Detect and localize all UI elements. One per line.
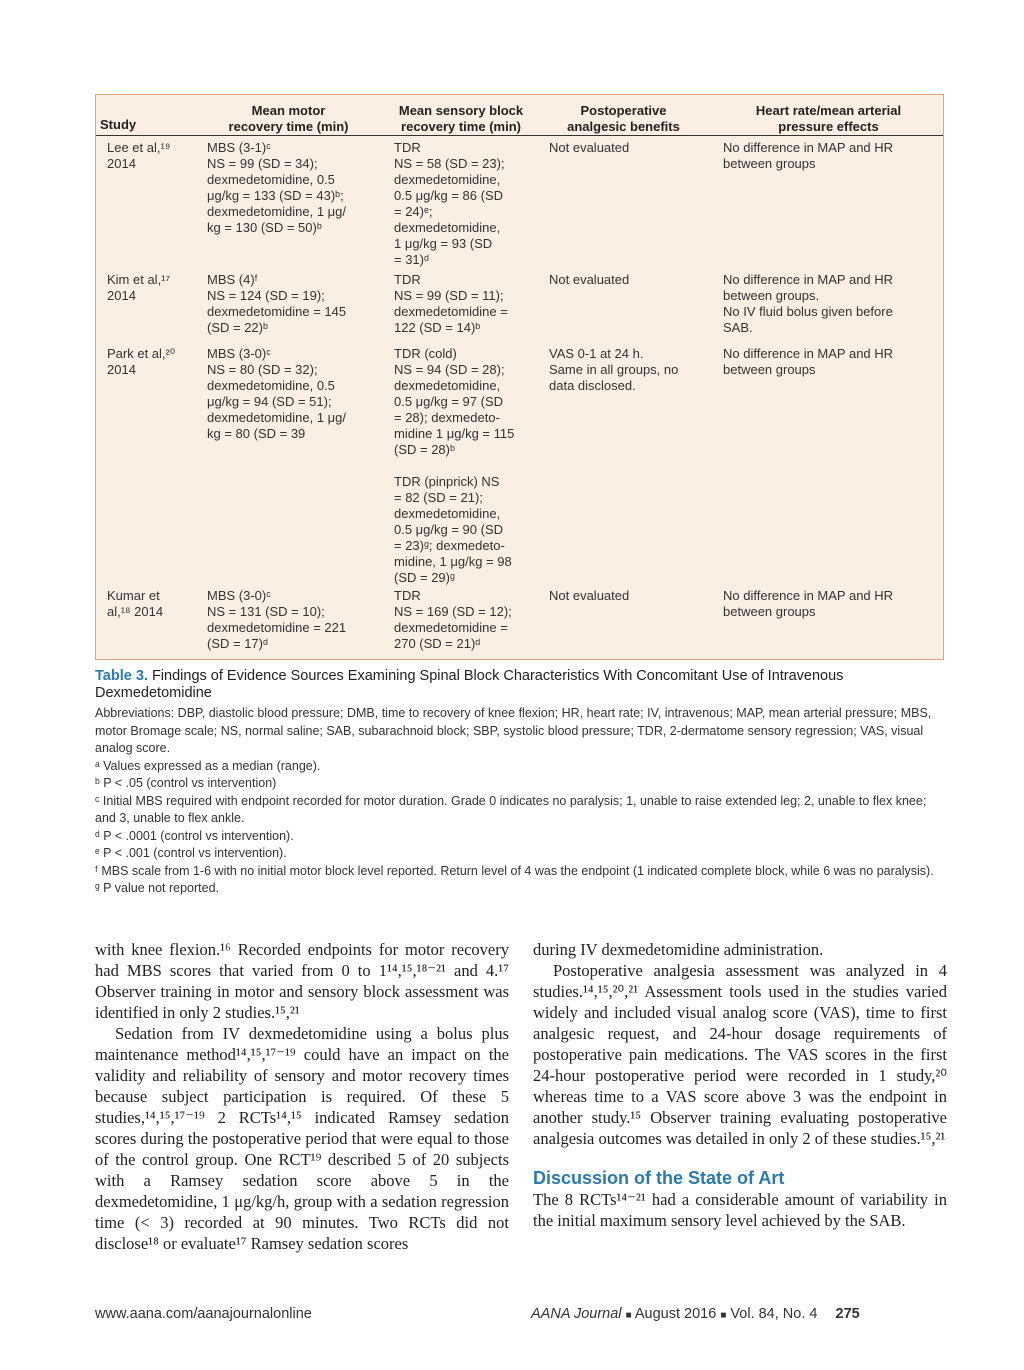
row1-motor: MBS (3-1)ᶜ NS = 99 (SD = 34); dexmedetomidine, 0.5 μg/kg = 133 (SD = 43)ᵇ; dexmedetomidine, 1 μg/ kg = 130 (SD = 50)ᵇ: [207, 140, 347, 235]
header-hr-line1: Heart rate/mean arterial: [755, 103, 902, 118]
footer-separator-1: ■: [625, 1310, 632, 1321]
header-sensory-line2: recovery time (min): [401, 119, 521, 134]
row4-motor: MBS (3-0)ᶜ NS = 131 (SD = 10); dexmedetomidine = 221 (SD = 17)ᵈ: [207, 588, 347, 651]
row2-hr: No difference in MAP and HR between groups. No IV fluid bolus given before SAB.: [723, 272, 894, 335]
row1-sensory: TDR NS = 58 (SD = 23); dexmedetomidine, 0.5 μg/kg = 86 (SD = 24)ᵉ; dexmedetomidine, 1 μg/kg = 93 (SD = 31)ᵈ: [394, 140, 505, 267]
row2-motor: MBS (4)ᶠ NS = 124 (SD = 19); dexmedetomidine = 145 (SD = 22)ᵇ: [207, 272, 347, 335]
right-paragraph-2: Postoperative analgesia assessment was analyzed in 4 studies.¹⁴,¹⁵,²⁰,²¹ Assessment tools used in the studies varied widely and included visual analog score (VAS), time to first analgesic request, and 24-hour dosage requirements of postoperative pain medications. The VAS scores in the first 24-hour postoperative period were recorded in 1 study,²⁰ whereas time to a VAS score above 3 was the endpoint in another study.¹⁵ Observer training evaluating postoperative analgesia outcomes was detailed in only 2 of these studies.¹⁵,²¹: [533, 961, 947, 1148]
header-postop-line1: Postoperative: [580, 103, 667, 118]
row3-postop: VAS 0-1 at 24 h. Same in all groups, no data disclosed.: [549, 346, 679, 393]
table-caption: [95, 668, 945, 702]
row3-sensory: TDR (cold) NS = 94 (SD = 28); dexmedetomidine, 0.5 μg/kg = 97 (SD = 28); dexmedeto- midine 1 μg/kg = 115 (SD = 28)ᵇ TDR (pinprick) NS = 82 (SD = 21); dexmedetomidine, 0.5 μg/kg = 90 (SD = 23)ᵍ; dexmedeto- midine, 1 μg/kg = 98 (SD = 29)ᵍ: [394, 346, 515, 585]
header-study: Study: [100, 117, 137, 132]
header-motor-line1: Mean motor: [251, 103, 326, 118]
table-caption-label: Table 3.: [95, 668, 148, 684]
header-hr-line2: pressure effects: [778, 119, 879, 134]
right-paragraph-1: during IV dexmedetomidine administration.: [533, 940, 824, 959]
footer-journal: AANA Journal: [531, 1306, 622, 1322]
row2-sensory: TDR NS = 99 (SD = 11); dexmedetomidine = 122 (SD = 14)ᵇ: [394, 272, 508, 335]
note-b: ᵇ P < .05 (control vs intervention): [95, 776, 277, 790]
note-abbreviations: Abbreviations: DBP, diastolic blood pressure; DMB, time to recovery of knee flexion; HR, heart rate; IV, intravenous; MAP, mean arterial pressure; MBS, motor Bromage scale; NS, normal saline; SAB, subarachnoid block; SBP, systolic blood pressure; TDR, 2-dermatome sensory regression; VAS, visual analog score.: [95, 706, 932, 755]
right-paragraph-3: The 8 RCTs¹⁴⁻²¹ had a considerable amount of variability in the initial maximum sensory level achieved by the SAB.: [533, 1190, 947, 1230]
header-postop-line2: analgesic benefits: [567, 119, 680, 134]
row2-study: Kim et al,¹⁷ 2014: [107, 272, 171, 303]
footer-volume: Vol. 84, No. 4: [730, 1306, 818, 1322]
page-number: 275: [835, 1306, 860, 1322]
note-d: ᵈ P < .0001 (control vs intervention).: [95, 828, 294, 843]
row4-sensory: TDR NS = 169 (SD = 12); dexmedetomidine = 270 (SD = 21)ᵈ: [394, 588, 512, 651]
row3-motor: MBS (3-0)ᶜ NS = 80 (SD = 32); dexmedetomidine, 0.5 μg/kg = 94 (SD = 51); dexmedetomidine, 1 μg/ kg = 80 (SD = 39: [207, 346, 347, 441]
row4-study: Kumar et al,¹⁸ 2014: [107, 588, 164, 619]
footer-citation: [531, 1306, 860, 1322]
note-f: ᶠ MBS scale from 1-6 with no initial motor block level reported. Return level of 4 was the endpoint (1 indicated complete block, while 6 was no paralysis).: [95, 863, 934, 878]
row3-study: Park et al,²⁰ 2014: [107, 346, 176, 377]
left-paragraph-1: with knee flexion.¹⁶ Recorded endpoints for motor recovery had MBS scores that varied from 0 to 1¹⁴,¹⁵,¹⁸⁻²¹ and 4.¹⁷ Observer training in motor and sensory block assessment was identified in only 2 studies.¹⁵,²¹: [95, 940, 509, 1022]
note-g: ᵍ P value not reported.: [95, 881, 220, 895]
note-e: ᵉ P < .001 (control vs intervention).: [95, 846, 287, 860]
note-a: ᵃ Values expressed as a median (range).: [95, 758, 321, 773]
right-column: [533, 939, 947, 1231]
footer-separator-2: ■: [720, 1310, 727, 1321]
footer-date: August 2016: [634, 1306, 717, 1322]
left-column: [95, 939, 509, 1254]
row1-study: Lee et al,¹⁹ 2014: [107, 140, 171, 171]
footer-url: www.aana.com/aanajournalonline: [95, 1306, 312, 1322]
table-caption-text: Findings of Evidence Sources Examining Spinal Block Characteristics With Concomitant Use of Intravenous Dexmedetomidine: [95, 668, 844, 701]
table-header: [96, 95, 943, 136]
row1-postop: Not evaluated: [549, 140, 630, 155]
row2-postop: Not evaluated: [549, 272, 630, 287]
note-c: ᶜ Initial MBS required with endpoint recorded for motor duration. Grade 0 indicates no paralysis; 1, unable to raise extended leg; 2, unable to flex knee; and 3, unable to flex ankle.: [95, 793, 927, 825]
row4-postop: Not evaluated: [549, 588, 630, 603]
section-heading: Discussion of the State of Art: [533, 1168, 785, 1188]
row3-hr: No difference in MAP and HR between groups: [723, 346, 894, 377]
header-sensory-line1: Mean sensory block: [398, 103, 524, 118]
row1-hr: No difference in MAP and HR between groups: [723, 140, 894, 171]
table-3: [95, 94, 944, 660]
table-notes: [95, 705, 945, 898]
left-paragraph-2: Sedation from IV dexmedetomidine using a bolus plus maintenance method¹⁴,¹⁵,¹⁷⁻¹⁹ could have an impact on the validity and reliability of sensory and motor recovery times because subject participation is required. Of these 5 studies,¹⁴,¹⁵,¹⁷⁻¹⁹ 2 RCTs¹⁴,¹⁵ indicated Ramsey sedation scores during the postoperative period that were equal to those of the control group. One RCT¹⁹ described 5 of 20 subjects with a Ramsey sedation score above 5 in the dexmedetomidine, 1 μg/kg/h, group with a sedation regression time (< 3) recorded at 90 minutes. Two RCTs did not disclose¹⁸ or evaluate¹⁷ Ramsey sedation scores: [95, 1024, 509, 1253]
header-motor-line2: recovery time (min): [228, 119, 349, 134]
row4-hr: No difference in MAP and HR between groups: [723, 588, 894, 619]
